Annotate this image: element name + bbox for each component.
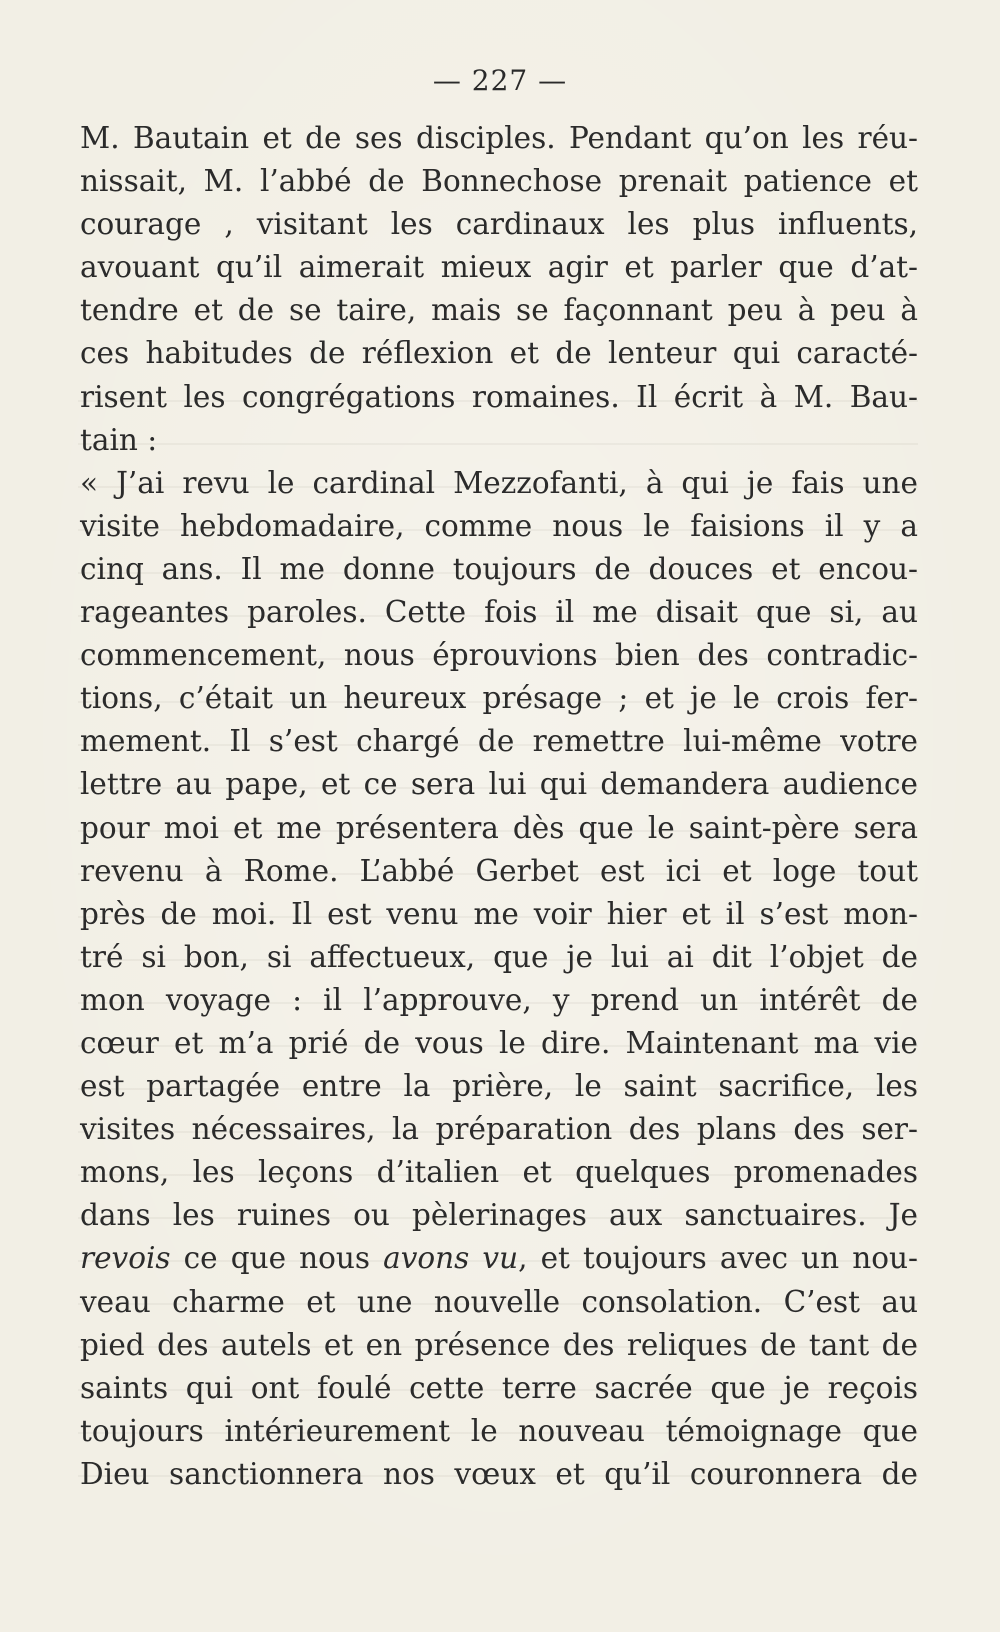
text-line: cinq ans. Il me donne toujours de douces et encou- (80, 551, 918, 586)
text-line: tions, c’était un heureux présage ; et je le crois fer- (80, 681, 918, 716)
text-line: mement. Il s’est chargé de remettre lui-même votre (80, 724, 918, 759)
text-line: cœur et m’a prié de vous le dire. Maintenant ma vie (80, 1025, 918, 1060)
italic-text-line (80, 1237, 918, 1280)
text-line: dans les ruines ou pèlerinages aux sanctuaires. Je (80, 1198, 918, 1233)
text-line: visite hebdomadaire, comme nous le faisions il y a (80, 508, 918, 543)
text-line: ces habitudes de réflexion et de lenteur qui caracté- (80, 336, 918, 371)
line-segment: , et toujours avec un nou- (518, 1241, 918, 1276)
text-line: près de moi. Il est venu me voir hier et il s’est mon- (80, 896, 918, 931)
text-line: nissait, M. l’abbé de Bonnechose prenait patience et (80, 164, 918, 199)
text-line: courage , visitant les cardinaux les plus influents, (80, 207, 918, 242)
text-line: commencement, nous éprouvions bien des contradic- (80, 638, 918, 673)
text-line: pied des autels et en présence des reliques de tant de (80, 1327, 918, 1362)
text-line: mon voyage : il l’approuve, y prend un intérêt de (80, 982, 918, 1017)
italic-word: revois (80, 1241, 171, 1276)
italic-phrase: avons vu (383, 1241, 519, 1276)
text-line: veau charme et une nouvelle consolation. C’est au (80, 1284, 918, 1319)
text-line: rageantes paroles. Cette fois il me disait que si, au (80, 595, 918, 630)
text-line: Dieu sanctionnera nos vœux et qu’il couronnera de (80, 1456, 918, 1491)
text-line: tendre et de se taire, mais se façonnant peu à peu à (80, 293, 918, 328)
text-line: tré si bon, si affectueux, que je lui ai dit l’objet de (80, 939, 918, 974)
text-line: saints qui ont foulé cette terre sacrée que je reçois (80, 1370, 918, 1405)
text-line: visites nécessaires, la préparation des plans des ser- (80, 1112, 918, 1147)
text-line: risent les congrégations romaines. Il écrit à M. Bau- (80, 379, 918, 414)
page-number: — 227 — (432, 64, 568, 97)
text-line: est partagée entre la prière, le saint sacrifice, les (80, 1069, 918, 1104)
text-line: mons, les leçons d’italien et quelques promenades (80, 1155, 918, 1190)
text-line: tain : (80, 422, 158, 457)
text-line: avouant qu’il aimerait mieux agir et parler que d’at- (80, 250, 918, 285)
text-line: pour moi et me présentera dès que le saint-père sera (80, 810, 918, 845)
text-line: lettre au pape, et ce sera lui qui demandera audience (80, 767, 918, 802)
quote-start-line: « J’ai revu le cardinal Mezzofanti, à qui je fais une (80, 465, 918, 500)
text-line: toujours intérieurement le nouveau témoignage que (80, 1413, 918, 1448)
text-line: M. Bautain et de ses disciples. Pendant qu’on les réu- (80, 121, 918, 155)
body-text (80, 117, 918, 1496)
text-line: revenu à Rome. L’abbé Gerbet est ici et loge tout (80, 853, 918, 888)
line-segment: ce que nous (170, 1241, 384, 1276)
